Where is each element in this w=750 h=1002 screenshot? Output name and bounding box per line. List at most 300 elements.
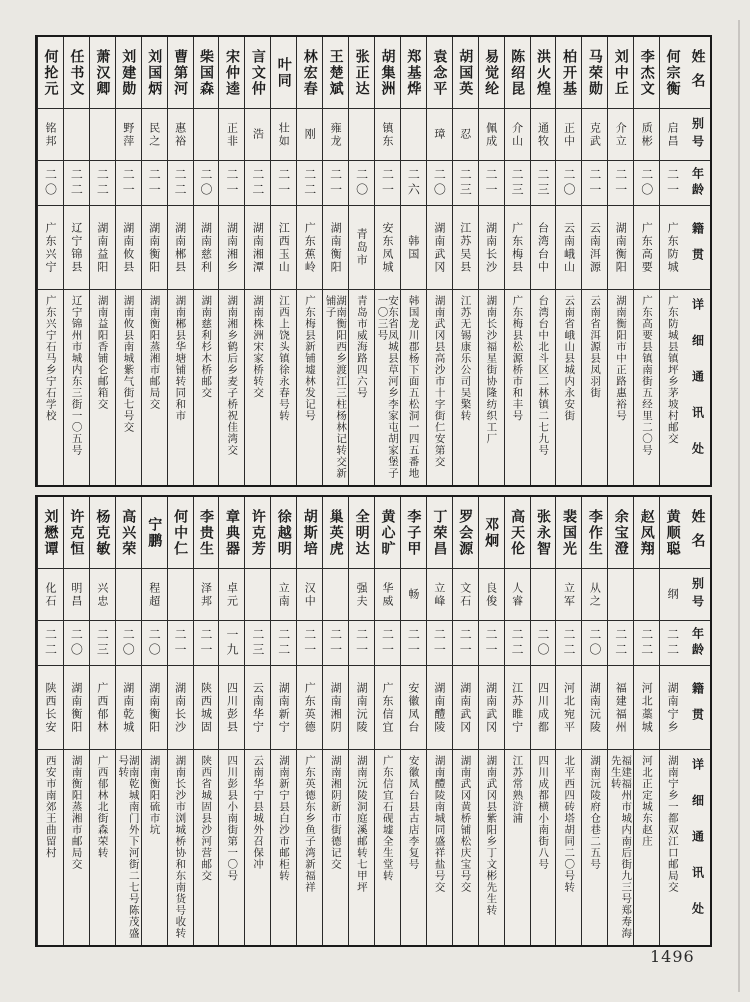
person-age: 二〇 bbox=[38, 161, 63, 206]
person-alias: 良俊 bbox=[479, 569, 504, 621]
person-native-place: 韩国 bbox=[401, 206, 426, 290]
header-address: 详细通讯处 bbox=[690, 297, 705, 478]
person-address: 湖南沅陵府仓巷二五号 bbox=[589, 755, 602, 870]
person-alias bbox=[401, 109, 426, 161]
person-alias: 立军 bbox=[556, 569, 581, 621]
person-column bbox=[89, 37, 115, 485]
person-alias bbox=[323, 569, 348, 621]
person-native-place: 江苏睢宁 bbox=[505, 666, 530, 750]
person-address: 湖南株洲宋家桥转交 bbox=[252, 295, 265, 399]
person-alias: 壮如 bbox=[271, 109, 296, 161]
person-address: 湖南醴陵南城同盛祥盐号交 bbox=[433, 755, 446, 893]
scan-page-edge-shadow bbox=[738, 20, 740, 992]
person-alias: 民之 bbox=[142, 109, 167, 161]
person-alias: 明昌 bbox=[64, 569, 89, 621]
person-column bbox=[218, 497, 244, 945]
person-name: 黄心旷 bbox=[375, 497, 400, 569]
person-name: 柴国森 bbox=[194, 37, 219, 109]
person-name: 徐越明 bbox=[271, 497, 296, 569]
person-name: 胡集洲 bbox=[375, 37, 400, 109]
person-address: 广西郁林北街森荣转 bbox=[96, 755, 109, 859]
person-alias: 佩成 bbox=[479, 109, 504, 161]
directory-table-bottom bbox=[35, 495, 712, 947]
person-age: 二一 bbox=[323, 161, 348, 206]
person-alias bbox=[168, 569, 193, 621]
person-alias: 从之 bbox=[582, 569, 607, 621]
person-age: 二〇 bbox=[116, 621, 141, 666]
person-native-place: 青岛市 bbox=[349, 206, 374, 290]
person-name: 高天伦 bbox=[505, 497, 530, 569]
person-alias: 忍 bbox=[453, 109, 478, 161]
person-column bbox=[555, 497, 581, 945]
person-name: 郑基烨 bbox=[401, 37, 426, 109]
header-age: 年龄 bbox=[685, 621, 710, 666]
person-address: 广东兴宁石马乡宁石学校 bbox=[44, 295, 57, 422]
person-column bbox=[141, 497, 167, 945]
person-alias: 璋 bbox=[427, 109, 452, 161]
person-name: 许克芳 bbox=[245, 497, 270, 569]
person-native-place: 湖南沅陵 bbox=[349, 666, 374, 750]
person-address: 湖南衡阳蒸湘市邮局交 bbox=[70, 755, 83, 870]
person-native-place: 广东防城 bbox=[660, 206, 685, 290]
person-column bbox=[193, 497, 219, 945]
person-name: 全明达 bbox=[349, 497, 374, 569]
person-name: 李子甲 bbox=[401, 497, 426, 569]
person-age: 二一 bbox=[479, 161, 504, 206]
person-address: 广东信宜石砚墟全生堂转 bbox=[381, 755, 394, 882]
person-age: 二一 bbox=[142, 161, 167, 206]
person-alias: 启昌 bbox=[660, 109, 685, 161]
person-name: 黄顺聪 bbox=[660, 497, 685, 569]
person-native-place: 云南峨山 bbox=[556, 206, 581, 290]
person-address: 湖南沅陵洞庭溪邮转七甲坪 bbox=[355, 755, 368, 893]
person-age: 二一 bbox=[194, 621, 219, 666]
header-age: 年龄 bbox=[685, 161, 710, 206]
person-column bbox=[89, 497, 115, 945]
person-native-place: 江苏吴县 bbox=[453, 206, 478, 290]
person-address: 湖南武冈县紫阳乡丁文彬先生转 bbox=[485, 755, 498, 916]
person-address: 江苏无锡康乐公司吴檠转 bbox=[459, 295, 472, 422]
person-age: 二〇 bbox=[349, 161, 374, 206]
person-native-place: 湖南衡阳 bbox=[64, 666, 89, 750]
person-address: 辽宁锦州市城内东三街一〇五号 bbox=[70, 295, 83, 456]
person-name: 何宗衡 bbox=[660, 37, 685, 109]
person-name: 袁念平 bbox=[427, 37, 452, 109]
person-column bbox=[141, 37, 167, 485]
person-age: 二二 bbox=[660, 621, 685, 666]
person-alias: 立南 bbox=[271, 569, 296, 621]
person-native-place: 陕西城固 bbox=[194, 666, 219, 750]
person-name: 李杰文 bbox=[634, 37, 659, 109]
person-native-place: 湖南醴陵 bbox=[427, 666, 452, 750]
person-alias: 镇东 bbox=[375, 109, 400, 161]
person-address: 湖南衡阳西乡渡江三柱杨林记转交新铺子 bbox=[324, 295, 348, 479]
person-column bbox=[581, 37, 607, 485]
person-name: 洪火煌 bbox=[531, 37, 556, 109]
person-alias bbox=[245, 569, 270, 621]
header-address: 详细通讯处 bbox=[690, 757, 705, 938]
person-name: 高兴荣 bbox=[116, 497, 141, 569]
person-alias: 惠裕 bbox=[168, 109, 193, 161]
person-native-place: 湖南武冈 bbox=[427, 206, 452, 290]
person-column bbox=[167, 497, 193, 945]
person-column bbox=[218, 37, 244, 485]
person-age: 二二 bbox=[608, 621, 633, 666]
person-age: 二〇 bbox=[64, 621, 89, 666]
person-name: 柏开基 bbox=[556, 37, 581, 109]
person-alias: 刚 bbox=[297, 109, 322, 161]
person-age: 二三 bbox=[505, 161, 530, 206]
person-alias bbox=[608, 569, 633, 621]
person-alias: 强夫 bbox=[349, 569, 374, 621]
person-column bbox=[555, 37, 581, 485]
header-native-place: 籍贯 bbox=[685, 206, 710, 290]
person-alias: 介山 bbox=[505, 109, 530, 161]
person-age: 二二 bbox=[505, 621, 530, 666]
person-age: 二六 bbox=[401, 161, 426, 206]
person-address: 湖南慈利杉木桥邮交 bbox=[200, 295, 213, 399]
person-address: 湖南长沙市浏城桥协和东南货号收转 bbox=[174, 755, 187, 939]
person-age: 二一 bbox=[582, 161, 607, 206]
person-name: 章典器 bbox=[219, 497, 244, 569]
person-address: 西安市南郊王曲留村 bbox=[44, 755, 57, 859]
person-column bbox=[504, 497, 530, 945]
person-native-place: 湖南长沙 bbox=[168, 666, 193, 750]
person-name: 叶同 bbox=[271, 37, 296, 109]
person-native-place: 安徽凤台 bbox=[401, 666, 426, 750]
person-name: 许克恒 bbox=[64, 497, 89, 569]
person-column bbox=[504, 37, 530, 485]
person-alias: 野萍 bbox=[116, 109, 141, 161]
person-column bbox=[659, 497, 685, 945]
person-native-place: 湖南乾城 bbox=[116, 666, 141, 750]
person-native-place: 广西郁林 bbox=[90, 666, 115, 750]
person-address: 湖南衡阳市中正路惠裕号 bbox=[615, 295, 628, 422]
person-name: 刘国炳 bbox=[142, 37, 167, 109]
person-column bbox=[374, 37, 400, 485]
person-address: 湖南湘阴新市街德记交 bbox=[329, 755, 342, 870]
person-name: 丁荣昌 bbox=[427, 497, 452, 569]
person-name: 胡国英 bbox=[453, 37, 478, 109]
person-column bbox=[348, 37, 374, 485]
person-native-place: 湖南衡阳 bbox=[142, 206, 167, 290]
person-alias: 人睿 bbox=[505, 569, 530, 621]
person-address: 湖南郴县华塘铺转同和市 bbox=[174, 295, 187, 422]
person-native-place: 湖南武冈 bbox=[479, 666, 504, 750]
person-address: 青岛市威海路四六号 bbox=[355, 295, 368, 399]
person-address: 湖南长沙福星街协隆纺织工厂 bbox=[485, 295, 498, 445]
person-age: 二三 bbox=[453, 161, 478, 206]
person-native-place: 湖南衡阳 bbox=[608, 206, 633, 290]
person-alias: 兴忠 bbox=[90, 569, 115, 621]
person-name: 罗会源 bbox=[453, 497, 478, 569]
person-alias: 华威 bbox=[375, 569, 400, 621]
person-column bbox=[478, 37, 504, 485]
person-age: 二〇 bbox=[194, 161, 219, 206]
person-native-place: 台湾台中 bbox=[531, 206, 556, 290]
person-name: 刘懋谭 bbox=[38, 497, 63, 569]
person-age: 二一 bbox=[375, 161, 400, 206]
person-native-place: 湖南新宁 bbox=[271, 666, 296, 750]
person-age: 二〇 bbox=[531, 621, 556, 666]
person-name: 李贵生 bbox=[194, 497, 219, 569]
person-address: 河北正定城东赵庄 bbox=[640, 755, 653, 847]
person-age: 二一 bbox=[349, 621, 374, 666]
header-column bbox=[685, 37, 710, 485]
person-alias bbox=[90, 109, 115, 161]
person-column bbox=[115, 37, 141, 485]
person-column bbox=[607, 37, 633, 485]
person-column bbox=[296, 37, 322, 485]
person-native-place: 云南华宁 bbox=[245, 666, 270, 750]
person-column bbox=[400, 37, 426, 485]
person-age: 二二 bbox=[168, 161, 193, 206]
person-age: 二〇 bbox=[427, 161, 452, 206]
person-name: 易觉纶 bbox=[479, 37, 504, 109]
person-age: 二一 bbox=[608, 161, 633, 206]
person-address: 广东梅县松源桥市和丰号 bbox=[511, 295, 524, 422]
person-column bbox=[659, 37, 685, 485]
person-address: 湖南湘乡鹤后乡麦子桥祝佳湾交 bbox=[226, 295, 239, 456]
person-age: 二三 bbox=[531, 161, 556, 206]
person-address: 湖南武冈县高沙市十字街仁安第交 bbox=[433, 295, 446, 468]
person-age: 二一 bbox=[271, 161, 296, 206]
person-alias bbox=[349, 109, 374, 161]
person-address: 湖南宁乡一都双江口邮局交 bbox=[666, 755, 679, 893]
person-address: 北平西四砖塔胡同二〇号转 bbox=[563, 755, 576, 893]
person-age: 二三 bbox=[245, 621, 270, 666]
person-column bbox=[244, 37, 270, 485]
person-column bbox=[63, 37, 89, 485]
person-column bbox=[400, 497, 426, 945]
person-native-place: 福建福州 bbox=[608, 666, 633, 750]
person-name: 曹第河 bbox=[168, 37, 193, 109]
person-alias: 质彬 bbox=[634, 109, 659, 161]
person-age: 二一 bbox=[116, 161, 141, 206]
person-native-place: 广东信宜 bbox=[375, 666, 400, 750]
person-column bbox=[37, 497, 63, 945]
person-name: 宋仲逵 bbox=[219, 37, 244, 109]
person-native-place: 广东蕉岭 bbox=[297, 206, 322, 290]
person-address: 广东防城县镇坪乡茅坡村邮交 bbox=[666, 295, 679, 445]
person-address: 四川彭县小南街第一〇号 bbox=[226, 755, 239, 882]
person-native-place: 湖南慈利 bbox=[194, 206, 219, 290]
person-column bbox=[478, 497, 504, 945]
person-native-place: 四川成都 bbox=[531, 666, 556, 750]
person-address: 安东省凤城县草河乡李家屯胡家堡子一〇三号 bbox=[376, 295, 399, 479]
header-native-place: 籍贯 bbox=[685, 666, 710, 750]
person-native-place: 湖南衡阳 bbox=[323, 206, 348, 290]
person-address: 湖南益阳香铺仑邮箱交 bbox=[96, 295, 109, 410]
person-name: 刘建勋 bbox=[116, 37, 141, 109]
person-native-place: 云南洱源 bbox=[582, 206, 607, 290]
person-name: 林宏春 bbox=[297, 37, 322, 109]
person-column bbox=[115, 497, 141, 945]
person-native-place: 湖南沅陵 bbox=[582, 666, 607, 750]
person-column bbox=[193, 37, 219, 485]
person-column bbox=[426, 37, 452, 485]
person-address: 韩国龙川郡杨下面五松洞一四五番地 bbox=[407, 295, 420, 479]
person-age: 二〇 bbox=[634, 161, 659, 206]
person-name: 宁鹏 bbox=[142, 497, 167, 569]
person-name: 赵凤翔 bbox=[634, 497, 659, 569]
person-age: 二二 bbox=[90, 161, 115, 206]
person-name: 王楚斌 bbox=[323, 37, 348, 109]
person-address: 云南华宁县城外召保冲 bbox=[252, 755, 265, 870]
person-alias bbox=[634, 569, 659, 621]
person-alias: 文石 bbox=[453, 569, 478, 621]
person-age: 二二 bbox=[271, 621, 296, 666]
person-column bbox=[322, 497, 348, 945]
person-address: 广东高要县镇南街五经里二〇号 bbox=[640, 295, 653, 456]
person-name: 萧汉卿 bbox=[90, 37, 115, 109]
person-column bbox=[530, 37, 556, 485]
person-address: 云南省峨山县城内永安街 bbox=[563, 295, 576, 422]
person-age: 二一 bbox=[453, 621, 478, 666]
page-number: 1496 bbox=[650, 947, 695, 966]
person-alias: 克武 bbox=[582, 109, 607, 161]
person-address: 湖南衡阳蒸湘市邮局交 bbox=[148, 295, 161, 410]
person-column bbox=[452, 37, 478, 485]
person-native-place: 湖南宁乡 bbox=[660, 666, 685, 750]
person-native-place: 湖南湘潭 bbox=[245, 206, 270, 290]
person-native-place: 湖南武冈 bbox=[453, 666, 478, 750]
person-age: 一九 bbox=[219, 621, 244, 666]
header-alias: 别号 bbox=[685, 109, 710, 161]
person-alias: 汉中 bbox=[297, 569, 322, 621]
person-name: 何抡元 bbox=[38, 37, 63, 109]
person-age: 二一 bbox=[375, 621, 400, 666]
person-name: 任书文 bbox=[64, 37, 89, 109]
person-name: 邓炯 bbox=[479, 497, 504, 569]
person-name: 张正达 bbox=[349, 37, 374, 109]
person-column bbox=[426, 497, 452, 945]
person-column bbox=[322, 37, 348, 485]
person-column bbox=[581, 497, 607, 945]
header-name: 姓名 bbox=[685, 497, 710, 569]
person-age: 二一 bbox=[323, 621, 348, 666]
person-address: 湖南新宁县白沙市邮柜转 bbox=[278, 755, 291, 882]
person-native-place: 湖南益阳 bbox=[90, 206, 115, 290]
person-alias bbox=[194, 109, 219, 161]
person-native-place: 广东梅县 bbox=[505, 206, 530, 290]
header-name: 姓名 bbox=[685, 37, 710, 109]
person-age: 二二 bbox=[64, 161, 89, 206]
person-age: 二一 bbox=[401, 621, 426, 666]
person-name: 何中仁 bbox=[168, 497, 193, 569]
person-column bbox=[244, 497, 270, 945]
person-name: 余宝澄 bbox=[608, 497, 633, 569]
person-column bbox=[63, 497, 89, 945]
person-column bbox=[633, 37, 659, 485]
person-name: 陈绍昆 bbox=[505, 37, 530, 109]
person-name: 马荣勋 bbox=[582, 37, 607, 109]
person-name: 胡斯培 bbox=[297, 497, 322, 569]
person-native-place: 江西玉山 bbox=[271, 206, 296, 290]
person-alias bbox=[64, 109, 89, 161]
person-alias: 雍龙 bbox=[323, 109, 348, 161]
person-alias: 畅 bbox=[401, 569, 426, 621]
person-column bbox=[374, 497, 400, 945]
header-column bbox=[685, 497, 710, 945]
person-column bbox=[530, 497, 556, 945]
header-alias: 别号 bbox=[685, 569, 710, 621]
person-alias: 立峰 bbox=[427, 569, 452, 621]
person-column bbox=[607, 497, 633, 945]
person-native-place: 安东凤城 bbox=[375, 206, 400, 290]
person-address: 湖南乾城南门外下河街二七号陈茂盛号转 bbox=[117, 755, 140, 939]
person-alias: 正中 bbox=[556, 109, 581, 161]
person-native-place: 陕西长安 bbox=[38, 666, 63, 750]
person-name: 裴国光 bbox=[556, 497, 581, 569]
person-column bbox=[37, 37, 63, 485]
person-age: 二一 bbox=[427, 621, 452, 666]
person-address: 湖南衡阳硫市坑 bbox=[148, 755, 161, 836]
person-native-place: 河北宛平 bbox=[556, 666, 581, 750]
person-alias: 化石 bbox=[38, 569, 63, 621]
person-name: 言文仲 bbox=[245, 37, 270, 109]
person-age: 二一 bbox=[219, 161, 244, 206]
person-name: 刘中丘 bbox=[608, 37, 633, 109]
directory-table-top bbox=[35, 35, 712, 487]
person-alias: 程超 bbox=[142, 569, 167, 621]
person-address: 台湾台中北斗区二林镇二七九号 bbox=[537, 295, 550, 456]
person-name: 张永智 bbox=[531, 497, 556, 569]
person-address: 湖南攸县南城紫气街七号交 bbox=[122, 295, 135, 433]
person-address: 江苏常熟浒浦 bbox=[511, 755, 524, 824]
person-age: 二一 bbox=[168, 621, 193, 666]
person-native-place: 湖南长沙 bbox=[479, 206, 504, 290]
person-native-place: 四川彭县 bbox=[219, 666, 244, 750]
person-age: 二二 bbox=[556, 621, 581, 666]
person-name: 李作生 bbox=[582, 497, 607, 569]
person-name: 巢英虎 bbox=[323, 497, 348, 569]
person-address: 四川成都横小南街八号 bbox=[537, 755, 550, 870]
person-address: 广东英德东乡鱼子湾新福祥 bbox=[303, 755, 316, 893]
person-native-place: 湖南攸县 bbox=[116, 206, 141, 290]
person-native-place: 湖南湘阴 bbox=[323, 666, 348, 750]
person-column bbox=[270, 37, 296, 485]
person-column bbox=[633, 497, 659, 945]
person-alias: 铭邦 bbox=[38, 109, 63, 161]
person-age: 二二 bbox=[245, 161, 270, 206]
person-native-place: 湖南郴县 bbox=[168, 206, 193, 290]
person-native-place: 河北藁城 bbox=[634, 666, 659, 750]
person-address: 湖南武冈黄桥铺松庆宝号交 bbox=[459, 755, 472, 893]
person-address: 陕西省城固县沙河营邮交 bbox=[200, 755, 213, 882]
person-native-place: 广东英德 bbox=[297, 666, 322, 750]
person-address: 福建福州市城内南后街九三号郑寿海先生转 bbox=[609, 755, 633, 939]
person-alias: 浩 bbox=[245, 109, 270, 161]
person-column bbox=[270, 497, 296, 945]
person-alias: 正非 bbox=[219, 109, 244, 161]
person-age: 二〇 bbox=[582, 621, 607, 666]
person-column bbox=[296, 497, 322, 945]
person-column bbox=[452, 497, 478, 945]
person-alias: 纲 bbox=[660, 569, 685, 621]
person-address: 安徽凤台县古店李复号 bbox=[407, 755, 420, 870]
person-native-place: 辽宁锦县 bbox=[64, 206, 89, 290]
person-age: 二一 bbox=[479, 621, 504, 666]
person-native-place: 广东兴宁 bbox=[38, 206, 63, 290]
person-address: 广东梅县新铺墟林发记号 bbox=[303, 295, 316, 422]
person-age: 二二 bbox=[634, 621, 659, 666]
person-address: 云南省洱源县凤羽街 bbox=[589, 295, 602, 399]
person-age: 二〇 bbox=[142, 621, 167, 666]
person-alias bbox=[116, 569, 141, 621]
person-alias: 介立 bbox=[608, 109, 633, 161]
person-age: 二一 bbox=[297, 621, 322, 666]
